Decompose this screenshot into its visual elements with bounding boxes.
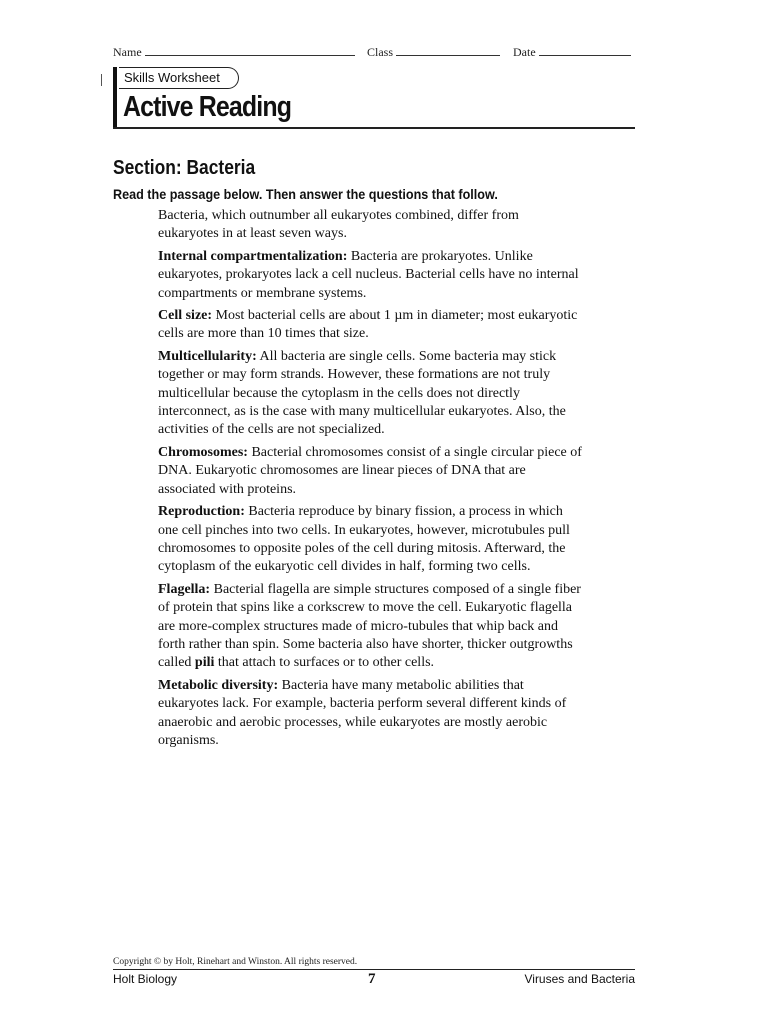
class-blank[interactable] bbox=[396, 44, 500, 56]
date-label: Date bbox=[513, 45, 536, 59]
passage-paragraph bbox=[158, 248, 583, 303]
date-blank[interactable] bbox=[539, 44, 631, 56]
page-title: Active Reading bbox=[123, 91, 292, 123]
margin-mark bbox=[101, 74, 102, 86]
title-accent-bar bbox=[113, 67, 117, 129]
class-label: Class bbox=[367, 45, 394, 59]
page-footer bbox=[113, 972, 635, 988]
instructions: Read the passage below. Then answer the questions that follow. bbox=[113, 186, 498, 202]
chapter-title: Viruses and Bacteria bbox=[524, 972, 635, 986]
paragraph-text: Bacteria reproduce by binary fission, a process in which one cell pinches into two cells. In eukaryotes, however, microtubules pull chromosomes to opposite poles of the cell during mitosis. Afterward, the cytoplasm of the eukaryotic cell divides in half, forming two cells. bbox=[158, 504, 570, 575]
bold-term-pili: pili bbox=[194, 655, 215, 671]
copyright-notice: Copyright © by Holt, Rinehart and Winston. All rights reserved. bbox=[113, 957, 358, 967]
skills-worksheet-tab: Skills Worksheet bbox=[119, 67, 239, 89]
term: Chromosomes: bbox=[158, 444, 248, 460]
term: Metabolic diversity: bbox=[158, 677, 279, 693]
date-field[interactable] bbox=[513, 44, 631, 60]
term: Cell size: bbox=[158, 308, 213, 324]
book-title: Holt Biology bbox=[113, 972, 178, 986]
paragraph-text: Bacteria are prokaryotes. Unlike eukaryotes, prokaryotes lack a cell nucleus. Bacterial cells have no internal compartments or membrane systems. bbox=[158, 248, 579, 301]
passage-paragraph bbox=[158, 503, 583, 577]
passage-intro: Bacteria, which outnumber all eukaryotes combined, differ from eukaryotes in at least seven ways. bbox=[158, 208, 519, 242]
term: Multicellularity: bbox=[158, 348, 257, 364]
term: Flagella: bbox=[158, 581, 211, 597]
paragraph-text: Bacterial chromosomes consist of a single circular piece of DNA. Eukaryotic chromosomes are linear pieces of DNA that are associated with proteins. bbox=[158, 444, 582, 497]
paragraph-text: All bacteria are single cells. Some bacteria may stick together or may form strands. However, these formations are not truly multicellular because the cytoplasm in the cells does not directly interconnect, as is the case with many multicellular eukaryotes. Also, the activities of the cells are not specialized. bbox=[158, 348, 566, 438]
passage-paragraph bbox=[158, 444, 583, 499]
name-label: Name bbox=[113, 45, 142, 59]
name-blank[interactable] bbox=[145, 44, 355, 56]
section-title: Section: Bacteria bbox=[113, 157, 256, 179]
passage-paragraph bbox=[158, 581, 583, 673]
paragraph-text: Most bacterial cells are about 1 µm in diameter; most eukaryotic cells are more than 10 times that size. bbox=[158, 308, 578, 342]
name-field[interactable] bbox=[113, 44, 355, 60]
paragraph-text: Bacterial flagella are simple structures composed of a single fiber of protein that spins like a corkscrew to move the cell. Eukaryotic flagella are more-complex structures made of micro-tubules that whip back and forth rather than spin. Some bacteria also have shorter, thicker outgrowths called bbox=[158, 581, 581, 671]
passage-paragraph bbox=[158, 677, 583, 751]
paragraph-text: Bacteria have many metabolic abilities that eukaryotes lack. For example, bacteria perform several different kinds of anaerobic and aerobic processes, while eukaryotes are mostly aerobic organisms. bbox=[158, 677, 567, 748]
term: Internal compartmentalization: bbox=[158, 248, 348, 264]
term: Reproduction: bbox=[158, 504, 245, 520]
passage-paragraph bbox=[158, 307, 583, 344]
passage-paragraph bbox=[158, 348, 583, 440]
title-divider bbox=[113, 127, 635, 129]
paragraph-text: that attach to surfaces or to other cells. bbox=[214, 655, 435, 671]
class-field[interactable] bbox=[367, 44, 500, 60]
reading-passage bbox=[158, 207, 583, 754]
footer-divider bbox=[113, 969, 635, 970]
page-number: 7 bbox=[368, 971, 376, 987]
